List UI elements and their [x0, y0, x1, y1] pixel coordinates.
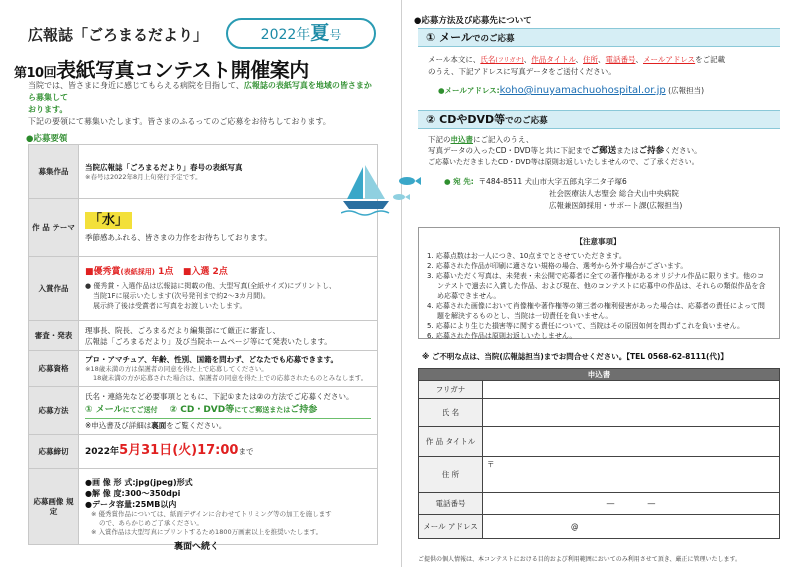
name-field[interactable] — [483, 399, 780, 427]
intro-highlight: 広報誌の表紙写真を地域の皆さまから募集して — [28, 81, 372, 102]
notes-list — [427, 251, 769, 341]
left-page — [14, 8, 376, 563]
email-field[interactable] — [483, 515, 780, 539]
address-line-2: 社会医療法人志聖会 総合犬山中央病院 — [549, 189, 679, 198]
row-shimekiri — [29, 435, 378, 469]
row-value: ●画 像 形 式:jpg(jpeg)形式 ●解 像 度:300～350dpi ●データ容量:25MB以内 ※ 優秀賞作品については、紙面デザインに合わせてトリミング等の加工を施します ので、あらかじめご了承ください。 ※ 入賞作品は大型写真にプリントするため1800万画素以上を推奨いたします。 — [79, 469, 378, 545]
badge-suffix: 号 — [329, 28, 342, 42]
row-shikaku — [29, 351, 378, 387]
intro-highlight-2: おります。 — [28, 105, 68, 114]
season-badge — [226, 18, 376, 49]
note-item: 4. 応募された画像において肖像権や著作権等の第三者の権利侵害があった場合は、応募者の責任によって問題を解決するものとし、当院は一切責任を負いません。 — [427, 302, 765, 320]
theme-word: 「水」 — [85, 212, 132, 229]
option-cd-header: ② CDやDVD等でのご応募 — [418, 110, 780, 129]
magazine-name: 広報誌「ごろまるだより」 — [28, 26, 209, 44]
form-label-name: 氏 名 — [419, 399, 483, 427]
row-shinsa — [29, 321, 378, 351]
method-cd: ② CD・DVD等にてご郵送またはご持参 — [169, 404, 318, 415]
row-value — [79, 257, 378, 321]
row-label: 応募締切 — [29, 435, 79, 469]
notes-box — [418, 227, 780, 339]
row-boshu — [29, 145, 378, 199]
deadline-date: 5月31日(火)17:00 — [119, 443, 239, 458]
phone-field-3[interactable] — [776, 493, 779, 515]
row-value: プロ・アマチュア、年齢、性別、国籍を問わず、どなたでも応募できます。 ※18歳未満の方は保護者の同意を得た上で応募してください。 18歳未満の方が応募された場合は、保護者の同意を得た上での応募されたものとみなします。 — [79, 351, 378, 387]
row-kitei — [29, 469, 378, 545]
badge-season: 夏 — [310, 22, 330, 44]
dash-2: ― — [647, 499, 656, 508]
note-item: 2. 応募された作品が印刷に適さない規格の場合、選考から外す場合がございます。 — [427, 262, 688, 270]
row-label: 応募方法 — [29, 387, 79, 435]
row-label: 応募画像 規 定 — [29, 469, 79, 545]
row-label: 作 品 テーマ — [29, 199, 79, 257]
row-label: 募集作品 — [29, 145, 79, 199]
application-form — [418, 368, 780, 539]
right-heading: ●応募方法及び応募先について — [414, 16, 532, 26]
inquiry-line: ※ ご不明な点は、当院(広報誌担当)までお問合せください。【TEL 0568-62-8111(代)】 — [422, 352, 728, 361]
row-value — [79, 199, 378, 257]
page-divider — [401, 0, 402, 567]
at-mark: @ — [571, 522, 579, 531]
section-label: ●応募要領 — [26, 134, 68, 144]
form-header: 申込書 — [419, 369, 780, 381]
prize-1: ■優秀賞(表紙採用) 1点 — [85, 267, 174, 277]
title-number: 第10回 — [14, 66, 57, 81]
note-item: 1. 応募点数はお一人につき、10点までとさせていただきます。 — [427, 252, 626, 260]
email-address[interactable]: koho@inuyamachuohospital.or.jp — [499, 85, 666, 96]
option-email-text: メール本文に、氏名(フリガナ)、作品タイトル、住所、電話番号、メールアドレスをご記載 のうえ、下記アドレスに写真データをご送付ください。 ●メールアドレス:koho@inuyamachuohospital.or.jp (広報担当) — [428, 55, 726, 96]
note-item: 3. 応募いただく写真は、未発表・未公開で応募者に全ての著作権があるオリジナル作品に限ります。他のコンテストで過去に入賞した作品、および現在、他のコンテストに応募中の作品は、それらの類似作品を含め応募できません。 — [427, 272, 766, 300]
row-label: 応募資格 — [29, 351, 79, 387]
intro-text — [28, 80, 376, 128]
form-label-title: 作 品 タイトル — [419, 427, 483, 457]
postal-mark: 〒 — [487, 460, 495, 469]
address-line-1: ● 宛 先: 〒484-8511 犬山市大字五郎丸字二タ子塚6 — [444, 177, 627, 186]
address-field[interactable] — [483, 457, 780, 493]
privacy-note: ご提供の個人情報は、本コンテストにおける目的および利用範囲においてのみ利用させて頂き、厳正に管理いたします。 — [418, 556, 742, 563]
intro-line1: 当院では、皆さまに身近に感じてもらえる病院を目指して、 — [28, 81, 244, 90]
notes-title: 【注意事項】 — [575, 237, 621, 246]
form-label-email: メール アドレス — [419, 515, 483, 539]
form-label-phone: 電話番号 — [419, 493, 483, 515]
address-line-3: 広報兼医師採用・サポート課(広報担当) — [549, 201, 683, 210]
row-label: 審査・発表 — [29, 321, 79, 351]
method-email: ① メールにてご送付 — [85, 404, 158, 415]
row-value: 氏名・連絡先など必要事項とともに、下記①または②の方法でご応募ください。 ① メールにてご送付 ② CD・DVD等にてご郵送またはご持参 ※申込書及び詳細は裏面をご覧ください。 — [79, 387, 378, 435]
next-page-label: 裏面へ続く — [174, 542, 220, 552]
row-value: 理事長、院長、ごろまるだより編集部にて厳正に審査し、 広報誌「ごろまるだより」及び当院ホームページ等にて発表いたします。 — [79, 321, 378, 351]
phone-field-2[interactable] — [485, 493, 776, 515]
form-label-furigana: フリガナ — [419, 381, 483, 399]
prize-notes: ● 優秀賞・入選作品は広報誌に掲載の他、大型写真(全紙サイズ)にプリントし、 当院1Fに展示いたします(次号発刊まで約2～3カ月間)。 展示終了後は受賞者に写真をお渡しいたします。 — [85, 282, 336, 310]
title-main: 表紙写真コンテスト開催案内 — [56, 58, 309, 82]
option-cd-text: 下記の申込書にご記入のうえ、 写真データの入ったCD・DVD等と共に下記までご郵送またはご持参ください。 ご応募いただきましたCD・DVD等は原則お返しいたしませんので、ご了承ください。 — [428, 135, 702, 166]
prize-2: ■入選 2点 — [182, 267, 228, 277]
row-theme — [29, 199, 378, 257]
intro-line3: 下記の要領にて募集いたします。皆さまのふるってのご応募をお待ちしております。 — [28, 117, 331, 126]
row-label: 入賞作品 — [29, 257, 79, 321]
row-houhou — [29, 387, 378, 435]
row-value: 2022年5月31日(火)17:00まで — [79, 435, 378, 469]
note-item: 5. 応募により生じた損害等に関する責任について、当院はその原因如何を問わずこれを負いません。 — [427, 322, 745, 330]
contest-title — [14, 54, 309, 83]
row-prize — [29, 257, 378, 321]
furigana-field[interactable] — [483, 381, 780, 399]
boshu-note: ※春号は2022年8月上旬発行予定です。 — [85, 172, 202, 181]
boshu-main: 当院広報誌「ごろまるだより」春号の表紙写真 — [85, 162, 243, 172]
requirements-table — [28, 144, 378, 545]
theme-desc: 季節感あふれる、皆さまの力作をお待ちしております。 — [85, 233, 272, 242]
form-label-address: 住 所 — [419, 457, 483, 493]
note-item: 6. 応募された作品は原則お返しいたしません。 — [427, 332, 577, 340]
option-email-header: ① メールでのご応募 — [418, 28, 780, 47]
row-value — [79, 145, 378, 199]
dash-1: ― — [606, 499, 615, 508]
title-field[interactable] — [483, 427, 780, 457]
badge-year: 2022年 — [260, 27, 311, 43]
